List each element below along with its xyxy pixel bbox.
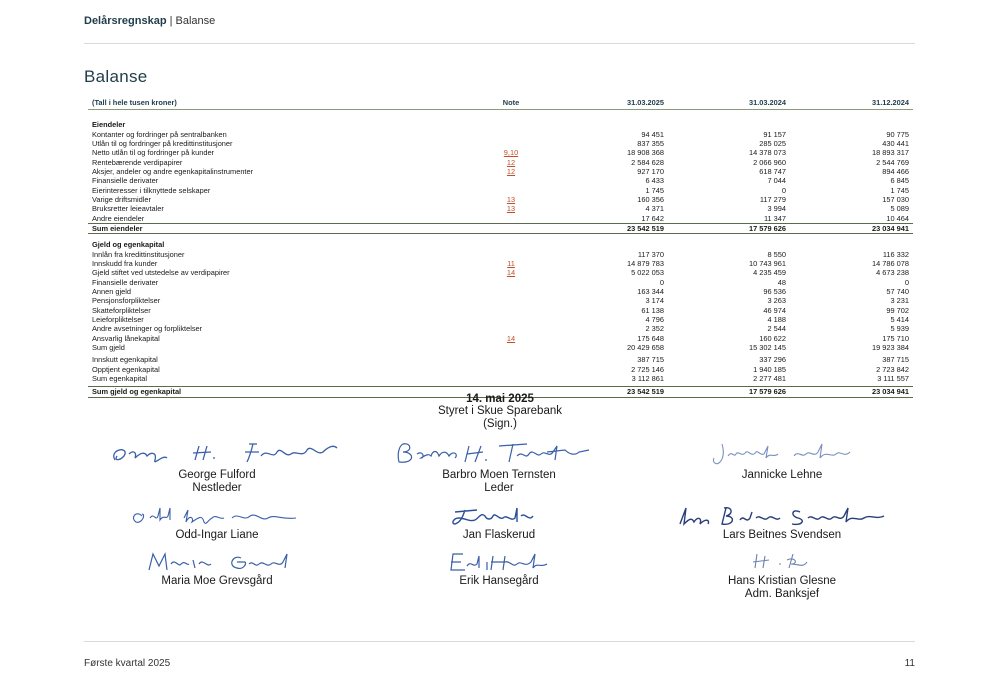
value-2025-03: 0 [659,277,664,287]
note-ref [473,223,553,233]
note-ref[interactable]: 12 [506,166,516,176]
table-row [88,334,913,343]
row-label: Bruksretter leieavtaler [92,204,164,214]
row-label: Annen gjeld [92,287,132,297]
handwritten-signature [672,504,892,528]
row-label: Innskudd fra kunder [92,258,158,268]
section-liabilities [88,238,913,249]
row-label: Utlån til og fordringer på kredittinstitusjoner [92,138,233,148]
row-label: Gjeld stiftet ved utstedelse av verdipapirer [92,268,230,278]
signed-note: (Sign.) [483,418,517,430]
value-2024-03: 4 235 459 [753,268,786,278]
handwritten-signature [702,440,862,468]
row-label: Skatteforpliktelser [92,305,151,315]
handwritten-signature [389,440,609,468]
value-2024-03: 1 940 185 [753,364,786,374]
table-row [88,365,913,374]
row-label: Finansielle derivater [92,277,159,287]
row-label: Pensjonsforpliktelser [92,296,161,306]
note-ref [473,278,553,287]
value-2024-03: 2 544 [767,324,786,334]
table-row [88,287,913,296]
table-row [88,157,913,166]
value-2025-03: 23 542 519 [553,387,668,397]
note-ref [473,306,553,315]
value-2024-12: 23 034 941 [790,223,913,233]
handwritten-signature [439,550,559,574]
value-2024-12: 23 034 941 [790,387,913,397]
table-row [88,249,913,258]
signatory-hans-kristian-glesne [672,550,892,601]
value-2024-12: 0 [904,277,909,287]
value-2024-12: 19 923 384 [872,343,909,353]
col-header-note: Note [473,96,553,110]
note-ref [473,355,553,364]
table-row [88,306,913,315]
table-header-row [88,96,913,110]
page-title: Balanse [84,67,148,86]
row-label: Andre avsetninger og forpliktelser [92,324,203,334]
signatory-name: Erik Hansegård [459,575,539,587]
handwritten-signature [122,504,312,528]
section-heading: Eiendeler [92,120,126,130]
row-label: Andre eiendeler [92,213,145,223]
value-2024-03: 0 [781,185,786,195]
value-2025-03: 5 022 053 [631,268,664,278]
value-2025-03: 20 429 658 [627,343,664,353]
signatory-lars-beitnes-svendsen [672,504,892,542]
table-row [88,343,913,352]
value-2024-03: 48 [777,277,786,287]
table-row [88,315,913,324]
footer-divider [84,641,915,642]
signatory-name: Jannicke Lehne [741,469,823,481]
note-ref [473,176,553,185]
signatory-jan-flaskerud [389,504,609,542]
balance-sheet-table [88,96,913,398]
signing-date: 14. mai 2025 [466,393,534,405]
row-label: Sum egenkapital [92,374,148,384]
table-row [88,129,913,138]
note-ref[interactable]: 14 [506,268,516,278]
board-statement [0,405,1000,431]
value-2024-03: 15 302 145 [749,343,786,353]
value-2025-03: 163 344 [637,287,664,297]
signatory-role: Nestleder [192,482,242,494]
table-row [88,355,913,364]
value-2024-03: 91 157 [763,129,786,139]
handwritten-signature [439,504,559,528]
signatory-jannicke-lehne [672,440,892,482]
table-row [88,148,913,157]
row-label: Sum eiendeler [88,223,473,233]
signatory-name: Barbro Moen Ternsten [442,469,556,481]
note-ref [473,249,553,258]
table-row [88,268,913,277]
value-2024-12: 90 775 [886,129,909,139]
signatory-name: Maria Moe Grevsgård [161,575,273,587]
row-label: Opptjent egenkapital [92,364,160,374]
header-page-name: Balanse [175,15,216,27]
row-label: Sum gjeld [92,343,125,353]
table-row [88,176,913,185]
signatory-name: George Fulford [178,469,256,481]
total-row [88,223,913,233]
table-row [88,259,913,268]
note-ref [473,324,553,333]
value-2024-12: 2 723 842 [876,364,909,374]
row-label: Finansielle derivater [92,176,159,186]
table-row [88,139,913,148]
note-ref [473,139,553,148]
value-2024-12: 14 786 078 [872,258,909,268]
value-2024-12: 116 332 [882,249,909,259]
table-row [88,195,913,204]
value-2024-03: 2 277 481 [753,374,786,384]
signatory-odd-ingar-liane [107,504,327,542]
value-2025-03: 4 371 [645,204,664,214]
value-2024-03: 285 025 [759,138,786,148]
col-header-label: (Tall i hele tusen kroner) [88,96,473,110]
table-row [88,296,913,305]
note-ref[interactable]: 14 [506,333,516,343]
value-2024-12: 5 089 [890,204,909,214]
value-2025-03: 927 170 [637,166,664,176]
value-2024-03: 3 263 [767,296,786,306]
value-2025-03: 4 796 [645,315,664,325]
value-2024-03: 337 296 [759,355,786,365]
row-label: Leieforpliktelser [92,315,144,325]
value-2025-03: 61 138 [641,305,664,315]
table-row [88,204,913,213]
value-2024-03: 7 044 [767,176,786,186]
board-name: Styret i Skue Sparebank [437,405,562,417]
value-2024-03: 160 622 [759,333,786,343]
table-row [88,278,913,287]
value-2024-12: 5 414 [890,315,909,325]
signatory-name: Odd-Ingar Liane [175,529,259,541]
value-2024-03: 14 378 073 [749,148,786,158]
value-2024-12: 430 441 [882,138,909,148]
signatory-barbro-moen-ternsten [389,440,609,495]
header-divider [84,43,915,44]
value-2025-03: 837 355 [637,138,664,148]
section-assets [88,118,913,129]
value-2025-03: 160 356 [637,194,664,204]
row-label: Sum gjeld og egenkapital [88,387,473,397]
row-label: Varige driftsmidler [92,194,152,204]
value-2025-03: 175 648 [637,333,664,343]
col-header-date2: 31.03.2024 [668,96,790,110]
page-header [84,15,215,27]
note-ref [473,315,553,324]
value-2024-03: 117 279 [759,194,786,204]
value-2024-12: 2 544 769 [876,157,909,167]
value-2024-12: 387 715 [882,355,909,365]
value-2024-03: 618 747 [759,166,786,176]
value-2024-12: 1 745 [890,185,909,195]
value-2025-03: 2 725 146 [631,364,664,374]
signatory-erik-hansegard [389,550,609,588]
value-2024-03: 17 579 626 [668,387,790,397]
signatory-name: Hans Kristian Glesne [727,575,837,587]
note-ref[interactable]: 12 [506,157,516,167]
note-ref [473,213,553,223]
value-2025-03: 18 908 368 [627,148,664,158]
value-2025-03: 2 584 628 [631,157,664,167]
value-2024-12: 894 466 [882,166,909,176]
row-label: Aksjer, andeler og andre egenkapitalinstrumenter [92,166,254,176]
value-2024-12: 3 231 [890,296,909,306]
note-ref[interactable]: 13 [506,204,516,214]
note-ref [473,374,553,383]
signatory-george-fulford [107,440,327,495]
value-2024-12: 157 030 [882,194,909,204]
handwritten-signature [137,550,297,574]
value-2024-03: 96 536 [763,287,786,297]
table-row [88,374,913,383]
note-ref [473,287,553,296]
value-2024-12: 10 464 [886,213,909,223]
row-label: Rentebærende verdipapirer [92,157,183,167]
value-2025-03: 387 715 [637,355,664,365]
value-2024-12: 6 845 [890,176,909,186]
value-2024-03: 46 974 [763,305,786,315]
signatory-name: Lars Beitnes Svendsen [722,529,842,541]
col-header-date3: 31.12.2024 [790,96,913,110]
value-2025-03: 6 433 [645,176,664,186]
footer-report-name: Første kvartal 2025 [84,658,171,669]
signatory-role: Leder [484,482,514,494]
table-row [88,185,913,194]
header-section: Delårsregnskap [84,15,167,27]
value-2024-12: 175 710 [882,333,909,343]
note-ref [473,185,553,194]
value-2025-03: 17 642 [641,213,664,223]
header-separator: | [169,15,173,27]
note-ref[interactable]: 11 [507,258,515,268]
value-2024-12: 18 893 317 [872,148,909,158]
value-2024-03: 8 550 [767,249,786,259]
value-2024-12: 5 939 [890,324,909,334]
value-2025-03: 1 745 [645,185,664,195]
signatory-name: Jan Flaskerud [462,529,536,541]
value-2024-03: 11 347 [763,213,786,223]
value-2025-03: 117 370 [637,249,664,259]
value-2024-12: 3 111 557 [877,374,909,384]
row-label: Innlån fra kredittinstitusjoner [92,249,185,259]
table-row [88,167,913,176]
value-2025-03: 23 542 519 [553,223,668,233]
value-2024-03: 17 579 626 [668,223,790,233]
col-header-date1: 31.03.2025 [553,96,668,110]
value-2024-03: 3 994 [767,204,786,214]
value-2024-12: 57 740 [886,287,909,297]
value-2024-03: 4 188 [767,315,786,325]
signatory-role: Adm. Banksjef [744,588,820,600]
table-row [88,324,913,333]
value-2025-03: 3 174 [645,296,664,306]
table-row [88,213,913,223]
spacer-row [88,110,913,119]
note-ref [473,129,553,138]
note-ref [473,365,553,374]
note-ref [473,343,553,352]
row-label: Innskutt egenkapital [92,355,158,365]
value-2024-12: 99 702 [886,305,909,315]
row-label: Netto utlån til og fordringer på kunder [92,148,215,158]
page-number: 11 [904,658,915,669]
value-2025-03: 94 451 [641,129,664,139]
note-ref[interactable]: 9,10 [503,148,519,158]
value-2025-03: 2 352 [645,324,664,334]
handwritten-signature [107,440,347,468]
row-label: Kontanter og fordringer på sentralbanken [92,129,227,139]
value-2024-03: 2 066 960 [753,157,786,167]
note-ref[interactable]: 13 [506,194,516,204]
handwritten-signature [727,550,837,574]
note-ref [473,296,553,305]
signatory-maria-moe-grevsgard [107,550,327,588]
value-2024-03: 10 743 961 [749,258,786,268]
section-heading: Gjeld og egenkapital [92,240,165,250]
value-2025-03: 3 112 861 [631,374,664,384]
row-label: Eierinteresser i tilknyttede selskaper [92,185,211,195]
value-2025-03: 14 879 783 [627,258,664,268]
row-label: Ansvarlig lånekapital [92,333,160,343]
value-2024-12: 4 673 238 [876,268,909,278]
